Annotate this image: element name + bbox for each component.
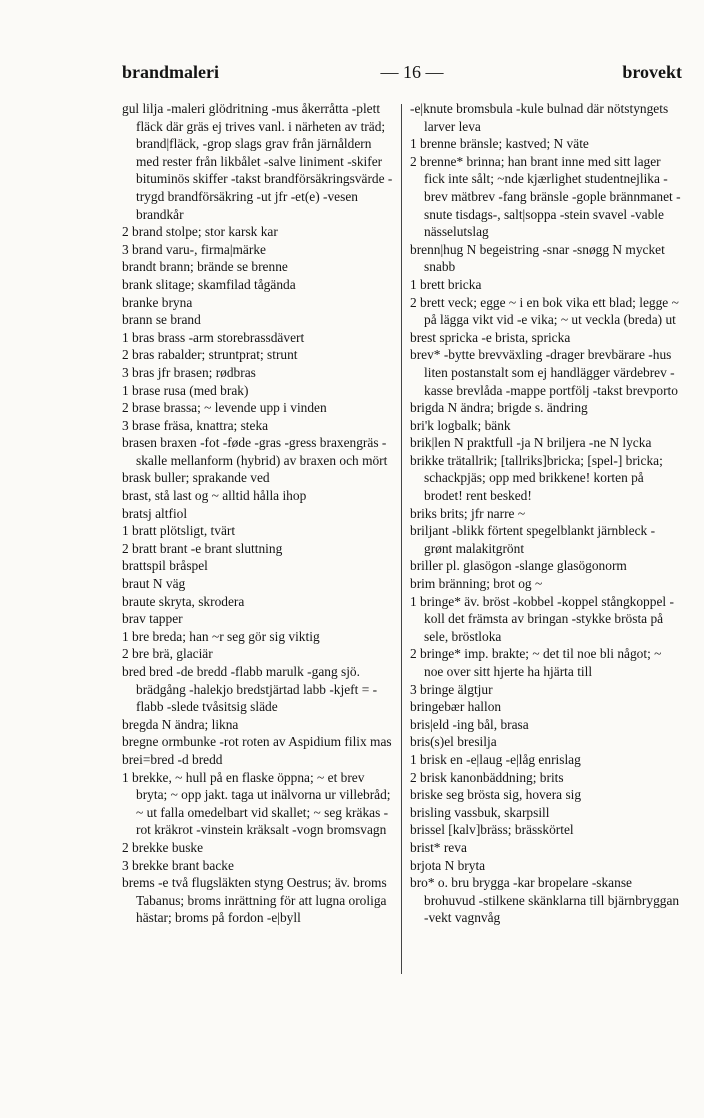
dictionary-entry: brattspil bråspel [122, 558, 208, 574]
left-column [122, 100, 394, 927]
dictionary-entry: brav tapper [122, 611, 183, 627]
dictionary-entry: branke bryna [122, 294, 193, 310]
dictionary-entry: 1 brett bricka [410, 276, 482, 292]
dictionary-entry: 3 brase fräsa, knattra; steka [122, 417, 269, 433]
dictionary-entry: brank slitage; skamfilad tågända [122, 276, 296, 292]
dictionary-entry: 2 brett veck; egge ~ i en bok vika ett blad; legge ~ på lägga vikt vid -e vika; ~ ut veckla (breda) ut [410, 294, 679, 328]
dictionary-entry: 3 brand varu-, firma|märke [122, 241, 266, 257]
dictionary-entry: brev* -bytte brevväxling -drager brevbärare -hus liten postanstalt som ej handlägger värdebrev -kasse brevlåda -mappe portfölj -takst brevporto [410, 347, 678, 398]
dictionary-entry: brenn|hug N begeistring -snar -snøgg N mycket snabb [410, 241, 665, 275]
dictionary-entry: 1 brase rusa (med brak) [122, 382, 249, 398]
dictionary-entry: brandt brann; brände se brenne [122, 259, 288, 275]
dictionary-entry: braute skryta, skrodera [122, 593, 245, 609]
dictionary-entry: 2 bras rabalder; struntprat; strunt [122, 347, 298, 363]
dictionary-entry: 2 brand stolpe; stor karsk kar [122, 224, 278, 240]
dictionary-entry: 1 bre breda; han ~r seg gör sig viktig [122, 628, 320, 644]
dictionary-entry: briske seg brösta sig, hovera sig [410, 787, 582, 803]
dictionary-entry: bregne ormbunke -rot roten av Aspidium filix mas [122, 734, 392, 750]
dictionary-entry: 1 bringe* äv. bröst -kobbel -koppel stångkoppel -koll det främsta av bringan -stykke brösta på sele, bröstloka [410, 593, 674, 644]
dictionary-entry: brasen braxen -fot -føde -gras -gress braxengräs -skalle mellanform (hybrid) av braxen och mört [122, 435, 388, 468]
column-divider [401, 104, 402, 974]
dictionary-entry: 1 bras brass -arm storebrassdävert [122, 329, 305, 345]
dictionary-entry: brest spricka -e brista, spricka [410, 329, 571, 345]
dictionary-entry: 1 brenne bränsle; kastved; N väte [410, 136, 589, 152]
dictionary-entry: brast, stå last og ~ alltid hålla ihop [122, 488, 307, 504]
dictionary-entry: 1 brisk en -e|laug -e|låg enrislag [410, 751, 581, 767]
dictionary-entry: 1 bratt plötsligt, tvärt [122, 523, 236, 539]
dictionary-entry: braut N väg [122, 576, 186, 592]
dictionary-entry: brim bränning; brot og ~ [410, 576, 543, 592]
dictionary-entry: brems -e två flugsläkten styng Oestrus; äv. broms Tabanus; broms inrättning för att lugna oroliga hästar; broms på fordon -e|byll [122, 875, 387, 926]
dictionary-entry: bris|eld -ing bål, brasa [410, 716, 529, 732]
dictionary-entry: -e|knute bromsbula -kule bulnad där nötstyngets larver leva [410, 101, 669, 134]
dictionary-entry: 2 bre brä, glaciär [122, 646, 213, 662]
dictionary-entry: briks brits; jfr narre ~ [410, 505, 526, 521]
dictionary-entry: 3 bras jfr brasen; rødbras [122, 364, 256, 380]
dictionary-entry: 1 brekke, ~ hull på en flaske öppna; ~ et brev bryta; ~ opp jakt. taga ut inälvorna ur villebråd; ~ ut falla omedelbart vid skallet; ~ seg kräkas -rot kräkrot -vinstein kräksalt -vogn bromsvagn [122, 769, 391, 838]
dictionary-entry: bred bred -de bredd -flabb marulk -gang sjö. brädgång -halekjo bredstjärtad labb -kjeft = -flabb -slede tvåsitsig släde [122, 664, 378, 715]
dictionary-entry: bro* o. bru brygga -kar bropelare -skanse brohuvud -stilkene skänklarna till bjärnbryggan -vekt vagnvåg [410, 875, 680, 926]
dictionary-entry: brisling vassbuk, skarpsill [410, 804, 550, 820]
right-column [410, 100, 682, 927]
dictionary-entry: brissel [kalv]bräss; brässkörtel [410, 822, 574, 838]
dictionary-entry: brask buller; sprakande ved [122, 470, 270, 486]
dictionary-entry: gul lilja -maleri glödritning -mus åkerråtta -plett fläck där gräs ej trives vanl. i närheten av träd; brand|fläck, -grop slags grav från järnåldern med rester från likbålet -salve liniment -skifer bituminös skiffer -takst brandförsäkringsvärde -trygd brandförsäkring -ut jfr -et(e) -vesen brandkår [122, 101, 393, 222]
dictionary-entry: brann se brand [122, 312, 201, 328]
dictionary-entry: 3 brekke brant backe [122, 857, 234, 873]
dictionary-entry: 2 brenne* brinna; han brant inne med sitt lager fick inte sålt; ~nde kjærlighet studentnejlika -brev mätbrev -fang bränsle -gople brännmanet -snute tisdags-, salt|soppa -stein svavel -vable nässelutslag [410, 153, 681, 240]
header-left-guideword: brandmaleri [122, 62, 219, 82]
dictionary-entry: briller pl. glasögon -slange glasögonorm [410, 558, 627, 574]
dictionary-entry: briljant -blikk förtent spegelblankt järnbleck -grønt malakitgrönt [410, 523, 656, 556]
dictionary-entry: 2 brekke buske [122, 839, 204, 855]
dictionary-entry: brei=bred -d bredd [122, 751, 223, 767]
dictionary-entry: brigda N ändra; brigde s. ändring [410, 400, 588, 416]
dictionary-entry: bregda N ändra; likna [122, 716, 239, 732]
dictionary-entry: 2 bringe* imp. brakte; ~ det til noe bli något; ~ noe over sitt hjerte ha hjärta till [410, 646, 662, 679]
page-number: — 16 — [380, 62, 444, 82]
dictionary-entry: brjota N bryta [410, 857, 486, 873]
dictionary-entry: 2 brase brassa; ~ levende upp i vinden [122, 400, 327, 416]
dictionary-entry: 3 bringe älgtjur [410, 681, 493, 697]
dictionary-entry: bringebær hallon [410, 699, 502, 715]
dictionary-entry: brist* reva [410, 839, 467, 855]
dictionary-entry: bris(s)el bresilja [410, 734, 497, 750]
dictionary-entry: bratsj altfiol [122, 505, 188, 521]
dictionary-entry: bri'k logbalk; bänk [410, 417, 511, 433]
dictionary-entry: brikke trätallrik; [tallriks]bricka; [spel-] bricka; schackpjäs; opp med brikkene! korten på brodet! rent besked! [410, 452, 663, 504]
dictionary-entry: 2 brisk kanonbäddning; brits [410, 769, 564, 785]
dictionary-entry: brik|len N praktfull -ja N briljera -ne N lycka [410, 435, 652, 451]
header-right-guideword: brovekt [622, 62, 682, 82]
dictionary-entry: 2 bratt brant -e brant sluttning [122, 540, 283, 556]
page-header [122, 62, 682, 90]
